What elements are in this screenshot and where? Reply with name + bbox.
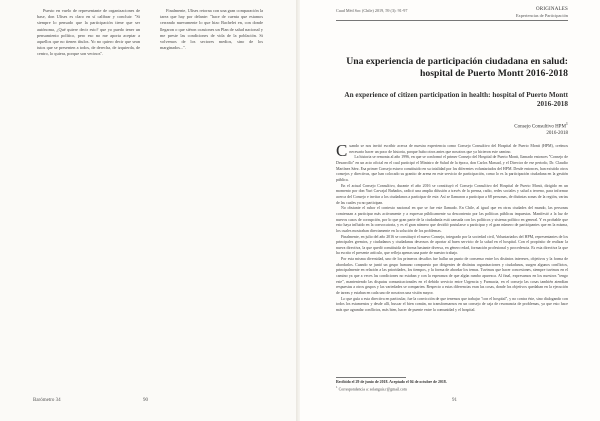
- body-paragraph: Cuando se nos invitó escribir acerca de nuestra experiencia como Consejo Consultivo del Hospital de Puerto Montt (HPM), creímos necesario hacer un poco de historia, porque hubo otros antes que nosotros que ya hicieron este camino.: [336, 141, 568, 160]
- page-number-right: 91: [452, 398, 457, 403]
- article-body: [336, 143, 568, 313]
- header-subsection-label: Experiencias de Participación: [515, 12, 568, 18]
- header-citation: Cuad Méd Soc (Chile) 2019, 59 (3): 91-97: [336, 8, 408, 13]
- correspondence-note: $^1$ Correspondencia a: solanguis.r@gmail.com: [336, 385, 407, 392]
- journal-label: Barómetro 34: [33, 398, 61, 403]
- header-section-label: ORIGINALES: [536, 7, 568, 12]
- left-column-b: [160, 8, 263, 51]
- author-block: [514, 121, 568, 137]
- received-date-note: Recibido el 29 de junio de 2018. Aceptado el 04 de octubre de 2018.: [336, 380, 447, 384]
- left-column-a-text: Puesto en vuelo de representante de organizaciones de base, don Ulises es claro en sí calibrar y concluir: "Si siempre lo pensado que la participación tiene que ser autónoma, ¿Qué quiere decir esto? que yo puedo tener un pensamiento político, pero eso no me aporta aceptar a aquellos que no tienen títulos. Yo no quiero decir que sean tutos que se presenten a todos, de derecha, de izquierda, de centro, lo quiera, porque son vecinos".: [37, 8, 140, 57]
- body-paragraph: Lo que guía a esta directiva en particular, fue la convicción de que tenemos que trabajar "con el hospital", y no contra éste, sino dialogando con todos los estamentos y desde allí, buscar el bien común, no transformarnos en un consejo de caja de resonancia de problemas, ya que esto hace más que agrandar conflictos, más bien, hacer de puente entre la comunidad y el hospital.: [336, 295, 568, 313]
- body-paragraph: Por esta misma diversidad, uno de los primeros desafíos fue hallar un punto de consenso entre los distintos intereses, objetivos y la forma de abordarlos. Cuando se juntó un grupo humano compuesto por dirigentes de distintas organizaciones y ciudadanos, surgen algunos conflictos, principalmente en relación a las prioridades, los tiempos, y la forma de abordar los temas. Tuvimos que hacer concesiones, siempre tuvimos en el camino ya que a veces las condiciones no estaban y con la esperanza de que algún rumbo aparezca. Al final, expresamos en los nuestros "tengo este", manteniendo las disputas comunicacionales en el debido servicio entre Urgencia y Farmacia, en el consejo las cosas también atendían respuestas a otros grupos y las variedades se comparten. Respecto a estas diferencias eran las cosas, donde los objetivos quedaban en la ejecución de tareas y estaban en cada uno de nosotros una visión mayor.: [336, 256, 568, 296]
- left-column-b-text: Finalmente, Ulises retorna con una gran comparación la tarea que hay por delante: "hace de cuenta que estamos cerrando nuevamente lo que hizo Bachelet en, con donde llegaron o que siéron ocasiones un Plan de salud nacional y me preste las condiciones de vida de la población. Si volvemos de los sectores medios, sino de los marginados...".: [160, 8, 263, 51]
- body-paragraph: Finalmente, en julio del año 2016 se constituyó el nuevo Consejo, integrado por la sociedad civil, Voluntariados del HPM, representantes de los principales gremios, y ciudadanos y ciudadanas deseosos de aportar al buen servicio de la salud en el hospital. Con el propósito de realizar la nueva directiva, la que quedó constituida de forma bastante diversa, en género edad, formación profesional y procedencia. Es esta directiva la que ha escrito el presente artículo, que refleja apenas una parte de nuestro trabajo.: [336, 233, 568, 256]
- author-name: Consejo Consultivo HPM: [514, 124, 566, 130]
- footnote-rule: [336, 377, 406, 378]
- left-page: [0, 0, 299, 421]
- article-title: Una experiencia de participación ciudadana en salud: hospital de Puerto Montt 2016-2018: [346, 56, 568, 79]
- left-column-a: [37, 8, 140, 58]
- drop-cap: C: [336, 141, 348, 160]
- page-number-left: 90: [143, 398, 148, 403]
- body-paragraph: En el actual Consejo Consultivo, durante el año 2016 se constituyó el Consejo Consultivo del Hospital de Puerto Montt, dirigido en un momento por don Yuri Carvajal Bañados, radicó una amplia difusión a través de la prensa, radio, redes sociales y salud a terreno, para informar acerca del Consejo e invitar a los ciudadanos a participar de este. Así se llamaron a participar a 68 personas, de distintas zonas de la región, varias de las cuales ya no participan.: [336, 182, 568, 205]
- header-section: [516, 7, 568, 18]
- body-paragraph: La historia se remonta al año 1996, en que se conformó el primer Consejo del Hospital de Puerto Montt, llamado entonces "Consejo de Desarrollo" en un acto oficial en el cual participó el Ministro de Salud de la época, don Carlos Massad, y el Director de ese periodo, Dr. Claudio Martínez Sáez. Esa primer Consejo estuvo constituido en su totalidad por los diferentes voluntariados del HPM. Desde entonces, han existido otros consejos y directivas, que han colocado su granito de arena en este servicio de participación, como lo es la participación ciudadana en la gestión pública.: [336, 154, 568, 182]
- header-rule: [336, 20, 568, 21]
- body-paragraph: No obstante el rubor el contexto nacional en que se fue este llamado. En Chile, al igual que en otras ciudades del mundo, las personas comienzan a participar más activamente y a expresar públicamente su descontento por las políticas públicas impuestas. Manifestó a la luz de nuevos casos de corrupción, por lo que gran parte de la ciudadanía está cansada con los políticos y sistema político en general. Y es probable que esto haya influido en la convocatoria, y es el gran número que decidió postularse a participar y el gran número de participantes que en la misma, los cuales mostraban directamente en la solución de los problemas.: [336, 205, 568, 233]
- author-year: 2016-2018: [546, 131, 568, 137]
- footnotes: [336, 380, 568, 393]
- article-subtitle: An experience of citizen participation in health: hospital of Puerto Montt 2016-2018: [344, 91, 568, 108]
- author-note-mark: 1: [565, 121, 568, 126]
- right-page: [300, 0, 600, 421]
